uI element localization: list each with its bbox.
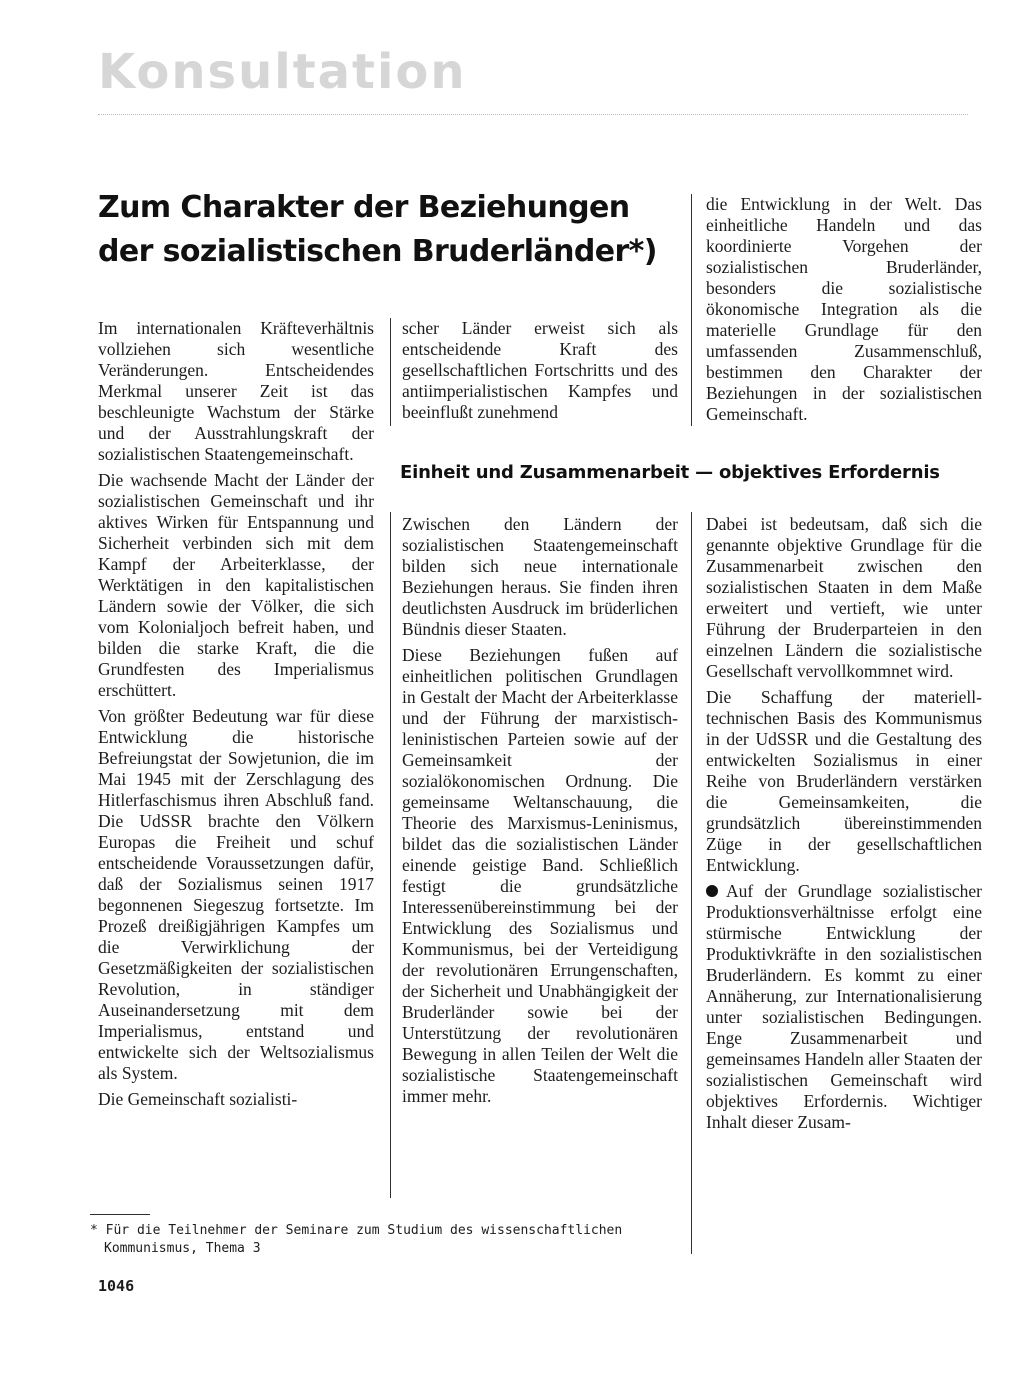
- paragraph: scher Länder erweist sich als entscheidende Kraft des gesellschaftlichen Fortschritts und des antiimperialistischen Kampfes und beeinflußt zunehmend: [402, 318, 678, 422]
- paragraph: Die Schaffung der materiell-technischen Basis des Kommunismus in der UdSSR und die Gestaltung des entwickelten Sozialismus in einer Reihe von Bruderländern verstärken die Gemeinsamkeiten, die grundsätzlich übereinstimmenden Züge in der gesellschaftlichen Entwicklung.: [706, 687, 982, 875]
- footnote-rule: [90, 1214, 150, 1215]
- column-rule-right-top: [691, 194, 692, 426]
- column-2-top: [402, 318, 678, 428]
- column-rule-middle-top: [390, 318, 391, 426]
- paragraph: die Entwicklung in der Welt. Das einheitliche Handeln und das koordinierte Vorgehen der sozialistischen Bruderländer, besonders die sozialistische ökonomische Integration als die materielle Grundlage für den umfassenden Zusammenschluß, bestimmen den Charakter der Beziehungen in der sozialistischen Gemeinschaft.: [706, 194, 982, 424]
- footnote: [90, 1222, 686, 1258]
- paragraph: Die wachsende Macht der Länder der sozialistischen Gemeinschaft und ihr aktives Wirken für Entspannung und Sicherheit verbinden sich mit dem Kampf der Arbeiterklasse, der Werktätigen in den kapitalistischen Ländern sowie der Völker, die sich vom Kolonialjoch befreit haben, und bilden die starke Kraft, die die Grundfesten des Imperialismus erschüttert.: [98, 470, 374, 700]
- title-line-2: der sozialistischen Bruderländer*): [98, 234, 657, 269]
- paragraph: Zwischen den Ländern der sozialistischen Staatengemeinschaft bilden sich neue internationale Beziehungen heraus. Sie finden ihren deutlichsten Ausdruck im brüderlichen Bündnis dieser Staaten.: [402, 514, 678, 639]
- paragraph: Im internationalen Kräfteverhältnis vollziehen sich wesentliche Veränderungen. Entscheidendes Merkmal unserer Zeit ist das beschleunigte Wachstum der Stärke und der Ausstrahlungskraft der sozialistischen Staatengemeinschaft.: [98, 318, 374, 464]
- column-1: [98, 318, 374, 1115]
- column-rule-left: [390, 512, 391, 1198]
- section-label: Konsultation: [98, 44, 467, 100]
- paragraph: Dabei ist bedeutsam, daß sich die genannte objektive Grundlage für die Zusammenarbeit zwischen den sozialistischen Staaten in dem Maße erweitert und vertieft, wie unter Führung der Bruderparteien in den einzelnen Ländern die sozialistische Gesellschaft vervollkommnet wird.: [706, 514, 982, 681]
- paragraph: Die Gemeinschaft sozialisti-: [98, 1089, 298, 1109]
- subheading: Einheit und Zusammenarbeit — objektives Erfordernis: [400, 462, 940, 483]
- article-title: [98, 186, 678, 274]
- column-2: [402, 514, 678, 1112]
- paragraph: Von größter Bedeutung war für diese Entwicklung die historische Befreiungstat der Sowjetunion, die im Mai 1945 mit der Zerschlagung des Hitlerfaschismus ihren Abschluß fand. Die UdSSR brachte den Völkern Europas die Freiheit und schuf entscheidende Voraussetzungen dafür, daß der Sozialismus seinen 1917 begonnenen Siegeszug fortsetzte. Im Prozeß dreißigjährigen Kampfes um die Verwirklichung der Gesetzmäßigkeiten der sozialistischen Revolution, in ständiger Auseinandersetzung mit dem Imperialismus, entstand und entwickelte sich der Weltsozialismus als System.: [98, 706, 374, 1083]
- column-rule-right: [691, 512, 692, 1254]
- footnote-line-2: Kommunismus, Thema 3: [104, 1241, 261, 1256]
- bullet-text: Auf der Grundlage sozialistischer Produktionsverhältnisse erfolgt eine stürmische Entwicklung der Produktivkräfte in den sozialistischen Bruderländern. Es kommt zu einer Annäherung, zur Internationalisierung unter sozialistischen Bedingungen. Enge Zusammenarbeit und gemeinsames Handeln aller Staaten der sozialistischen Gemeinschaft wird objektives Erfordernis. Wichtiger Inhalt dieser Zusam-: [706, 881, 983, 1132]
- bullet-paragraph: [706, 881, 982, 1133]
- page-number: 1046: [98, 1277, 135, 1295]
- column-3-top: [706, 194, 982, 430]
- header-rule: [98, 114, 968, 115]
- footnote-line-1: * Für die Teilnehmer der Seminare zum Studium des wissenschaftlichen: [90, 1223, 623, 1238]
- bullet-icon: [706, 885, 718, 897]
- column-3: [706, 514, 982, 1138]
- title-line-1: Zum Charakter der Beziehungen: [98, 190, 630, 225]
- paragraph: Diese Beziehungen fußen auf einheitlichen politischen Grundlagen in Gestalt der Macht der Arbeiterklasse und der Führung der marxistisch-leninistischen Parteien sowie auf der Gemeinsamkeit der sozialökonomischen Ordnung. Die gemeinsame Weltanschauung, die Theorie des Marxismus-Leninismus, bildet das die sozialistischen Länder einende geistige Band. Schließlich festigt die grundsätzliche Interessenübereinstimmung bei der Entwicklung des Sozialismus und Kommunismus, bei der Verteidigung der revolutionären Errungenschaften, der Sicherheit und Unabhängigkeit der Bruderländer sowie bei der Unterstützung der revolutionären Bewegung in allen Teilen der Welt die sozialistische Staatengemeinschaft immer mehr.: [402, 645, 678, 1106]
